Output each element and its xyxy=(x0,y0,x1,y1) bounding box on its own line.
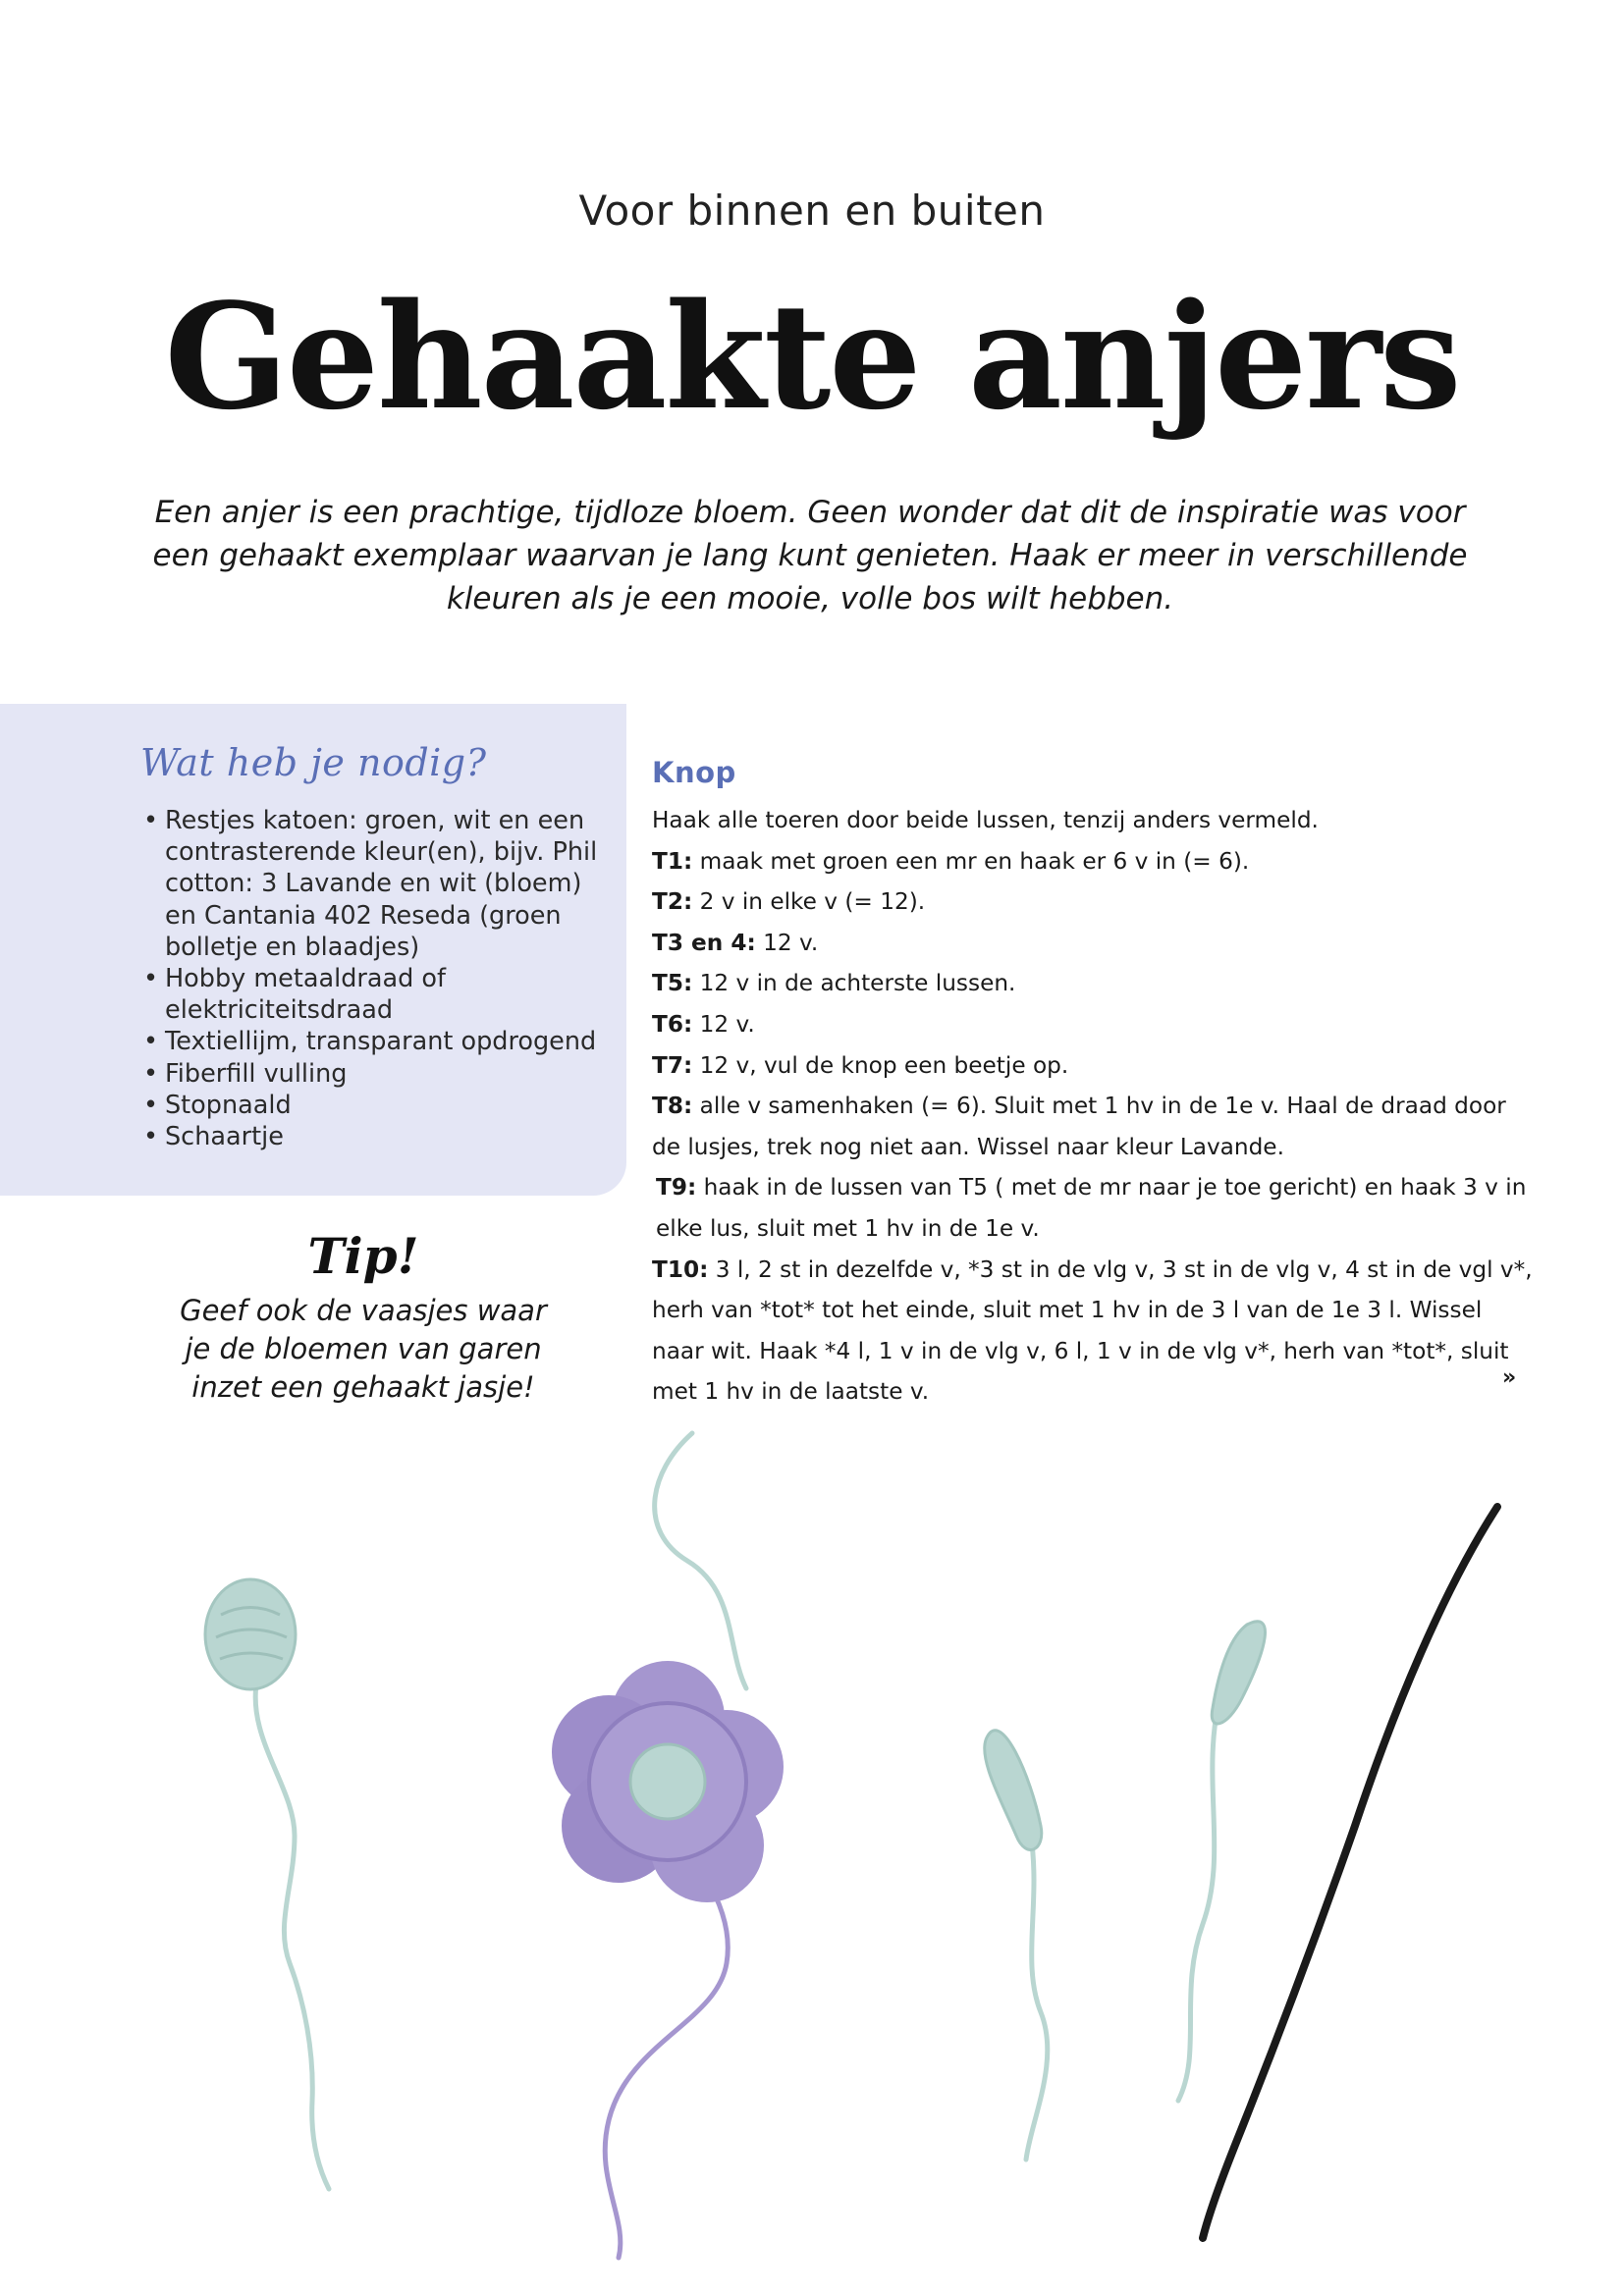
tip-heading: Tip! xyxy=(307,1227,419,1285)
tip-text: Geef ook de vaasjes waar je de bloemen van garen inzet een gehaakt jasje! xyxy=(180,1294,547,1404)
materials-list xyxy=(143,805,615,1152)
list-item: • Restjes katoen: groen, wit en een contrasterende kleur(en), bijv. Phil cotton: 3 Lavande en wit (bloem) en Cantania 402 Reseda (groen bolletje en blaadjes) xyxy=(143,805,615,963)
row-label: T5: xyxy=(652,970,693,997)
page-kicker: Voor binnen en buiten xyxy=(578,187,1046,235)
intro-paragraph: Een anjer is een prachtige, tijdloze bloem. Geen wonder dat dit de inspiratie was voor een gehaakt exemplaar waarvan je lang kunt genieten. Haak er meer in verschillende kleuren als je een mooie, volle bos wilt hebben. xyxy=(152,495,1468,616)
crochet-parts-photo xyxy=(0,1414,1624,2296)
row-label: T9: xyxy=(656,1174,697,1201)
pattern-instructions xyxy=(652,800,1536,1413)
row-text: alle v samenhaken (= 6). Sluit met 1 hv in de 1e v. Haal de draad door de lusjes, trek nog niet aan. Wissel naar kleur Lavande. xyxy=(652,1093,1506,1160)
row-text: 12 v. xyxy=(763,929,819,956)
pattern-row xyxy=(652,1045,1536,1087)
pattern-row xyxy=(652,1167,1536,1249)
row-text: 2 v in elke v (= 12). xyxy=(699,888,926,916)
row-label: T2: xyxy=(652,888,693,916)
row-text: 12 v. xyxy=(699,1010,755,1038)
pattern-row xyxy=(652,1250,1536,1413)
materials-heading: Wat heb je nodig? xyxy=(140,741,487,784)
row-label: T7: xyxy=(652,1051,693,1079)
pattern-row xyxy=(652,1086,1536,1167)
list-item: • Stopnaald xyxy=(143,1090,615,1121)
pattern-row xyxy=(652,923,1536,964)
pattern-heading: Knop xyxy=(652,756,736,789)
pattern-row xyxy=(652,841,1536,882)
pattern-row xyxy=(652,1004,1536,1045)
row-label: T10: xyxy=(652,1255,709,1283)
row-label: T1: xyxy=(652,847,693,875)
row-label: T8: xyxy=(652,1093,693,1120)
row-text: 3 l, 2 st in dezelfde v, *3 st in de vlg v, 3 st in de vlg v, 4 st in de vgl v*, herh van *tot* tot het einde, sluit met 1 hv in de 3 l van de 1e 3 l. Wissel naar wit. Haak *4 l, 1 v in de vlg v, 6 l, 1 v in de vlg v*, herh van *tot*, sluit met 1 hv in de laatste v. xyxy=(652,1255,1533,1406)
green-bud-piece xyxy=(205,1579,329,2189)
green-leaf-piece xyxy=(1178,1622,1266,2101)
pattern-row xyxy=(652,881,1536,923)
row-text: haak in de lussen van T5 ( met de mr naar je toe gericht) en haak 3 v in elke lus, sluit met 1 hv in de 1e v. xyxy=(656,1174,1527,1242)
list-item: • Hobby metaaldraad of elektriciteitsdraad xyxy=(143,963,615,1026)
green-leaf-piece xyxy=(985,1731,1048,2160)
row-text: maak met groen een mr en haak er 6 v in (= 6). xyxy=(699,847,1250,875)
list-item: • Schaartje xyxy=(143,1121,615,1152)
black-wire-piece xyxy=(1203,1507,1497,2238)
row-text: 12 v, vul de knop een beetje op. xyxy=(699,1051,1069,1079)
row-label: T3 en 4: xyxy=(652,929,756,956)
list-item: • Textiellijm, transparant opdrogend xyxy=(143,1026,615,1057)
list-item: • Fiberfill vulling xyxy=(143,1058,615,1090)
pattern-intro: Haak alle toeren door beide lussen, tenzij anders vermeld. xyxy=(652,807,1319,833)
pattern-row xyxy=(652,963,1536,1004)
continue-marker: » xyxy=(1502,1365,1517,1390)
page-title: Gehaakte anjers xyxy=(164,271,1460,442)
lavender-flower-piece xyxy=(552,1433,784,2258)
row-text: 12 v in de achterste lussen. xyxy=(699,970,1016,997)
row-label: T6: xyxy=(652,1010,693,1038)
